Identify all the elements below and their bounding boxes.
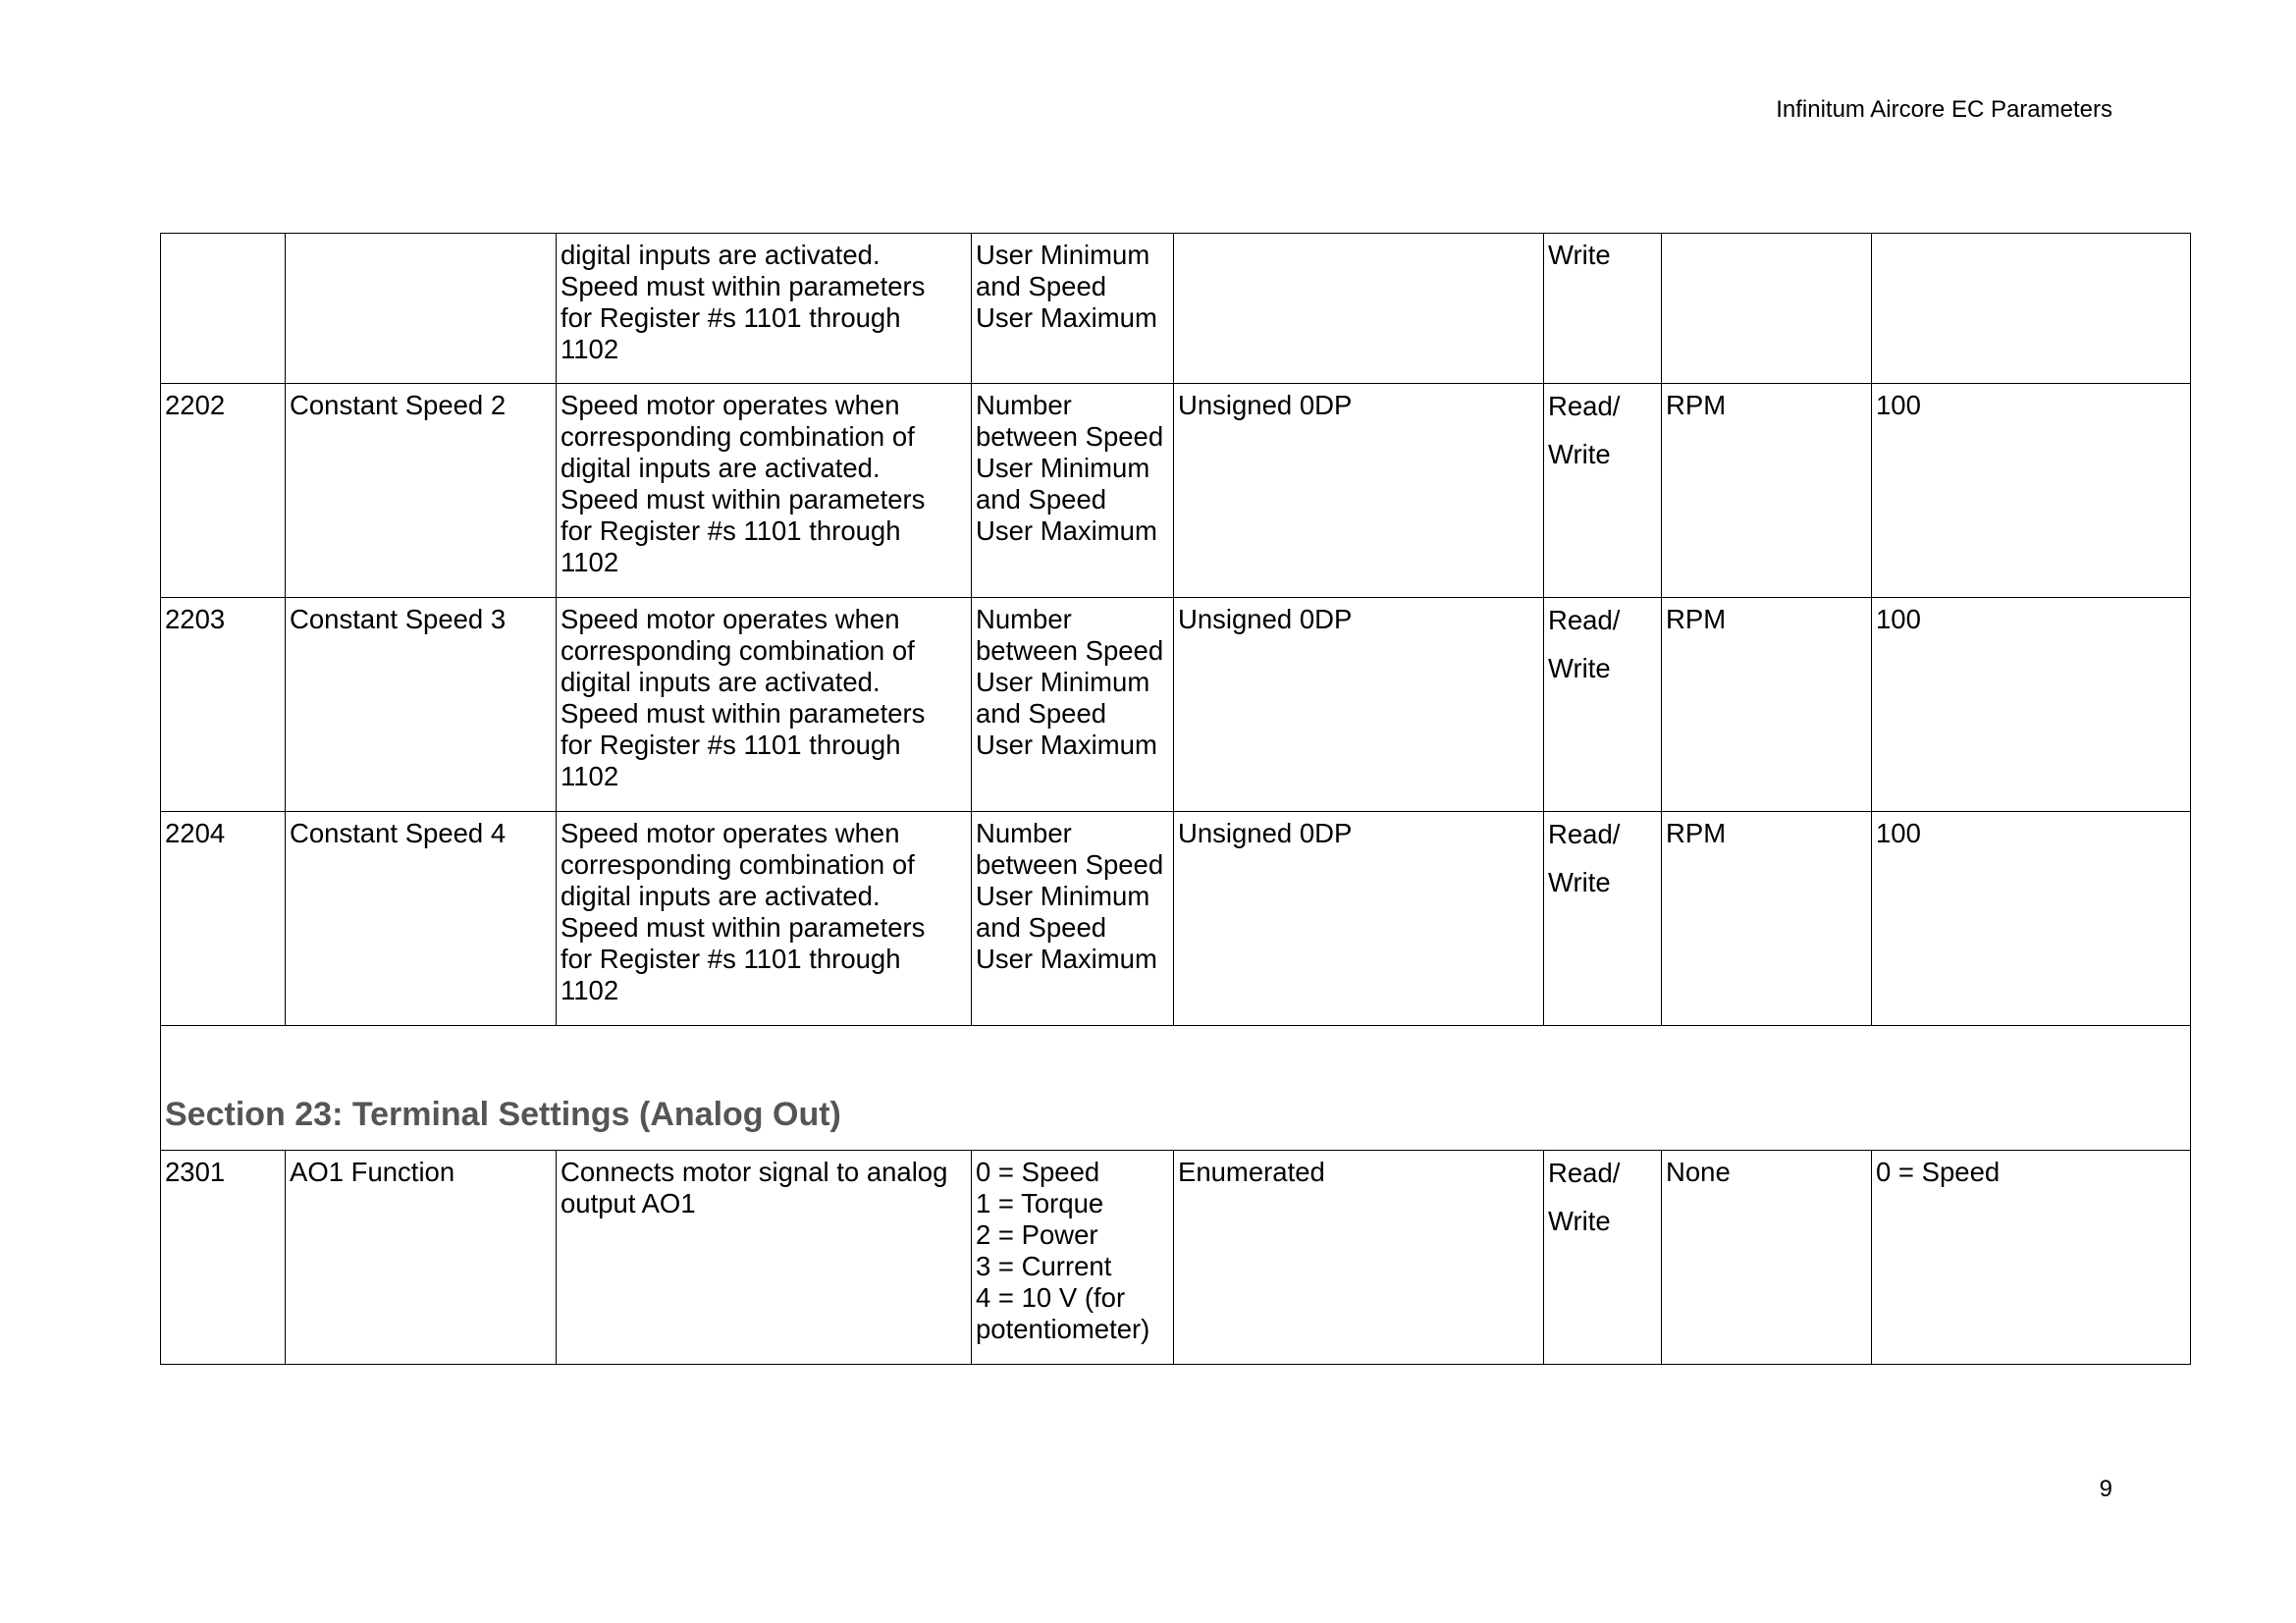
cell-default: 0 = Speed [1872, 1151, 2191, 1365]
cell-access-text: Write [1548, 240, 1611, 270]
section-heading-row [161, 1026, 2191, 1151]
cell-units [1662, 234, 1872, 384]
cell-data-type [1174, 234, 1544, 384]
cell-range: 0 = Speed 1 = Torque 2 = Power 3 = Current 4 = 10 V (for potentiometer) [972, 1151, 1174, 1365]
cell-range: Number between Speed User Minimum and Speed User Maximum [972, 384, 1174, 598]
cell-name: Constant Speed 3 [286, 598, 557, 812]
cell-range: Number between Speed User Minimum and Speed User Maximum [972, 598, 1174, 812]
section-title: Section 23: Terminal Settings (Analog Out) [165, 1096, 841, 1133]
cell-access [1544, 812, 1662, 1026]
cell-name [286, 234, 557, 384]
cell-access-text: Read/ Write [1548, 1158, 1621, 1236]
cell-access [1544, 234, 1662, 384]
cell-default: 100 [1872, 812, 2191, 1026]
cell-description: Speed motor operates when corresponding combination of digital inputs are activated. Speed must within parameters for Register #s 1101 through 1102 [557, 598, 972, 812]
cell-description: Connects motor signal to analog output AO1 [557, 1151, 972, 1365]
cell-description: Speed motor operates when corresponding combination of digital inputs are activated. Speed must within parameters for Register #s 1101 through 1102 [557, 812, 972, 1026]
table-row [161, 384, 2191, 598]
cell-range: User Minimum and Speed User Maximum [972, 234, 1174, 384]
cell-access [1544, 384, 1662, 598]
cell-data-type: Unsigned 0DP [1174, 598, 1544, 812]
cell-register: 2204 [161, 812, 286, 1026]
table-row-continued [161, 234, 2191, 384]
table-row [161, 812, 2191, 1026]
cell-units: RPM [1662, 812, 1872, 1026]
cell-range: Number between Speed User Minimum and Speed User Maximum [972, 812, 1174, 1026]
cell-access [1544, 1151, 1662, 1365]
table-row [161, 598, 2191, 812]
cell-default [1872, 234, 2191, 384]
cell-access-text: Read/ Write [1548, 605, 1621, 683]
cell-register: 2202 [161, 384, 286, 598]
cell-data-type: Unsigned 0DP [1174, 384, 1544, 598]
cell-name: Constant Speed 2 [286, 384, 557, 598]
cell-data-type: Enumerated [1174, 1151, 1544, 1365]
cell-units: None [1662, 1151, 1872, 1365]
section-heading-cell [161, 1026, 2191, 1151]
cell-access [1544, 598, 1662, 812]
cell-default: 100 [1872, 384, 2191, 598]
cell-default: 100 [1872, 598, 2191, 812]
cell-description: digital inputs are activated. Speed must within parameters for Register #s 1101 through 1102 [557, 234, 972, 384]
page-number: 9 [2099, 1476, 2112, 1502]
cell-name: AO1 Function [286, 1151, 557, 1365]
cell-register: 2203 [161, 598, 286, 812]
cell-units: RPM [1662, 598, 1872, 812]
parameters-table [160, 233, 2191, 1365]
cell-units: RPM [1662, 384, 1872, 598]
cell-access-text: Read/ Write [1548, 391, 1621, 469]
cell-name: Constant Speed 4 [286, 812, 557, 1026]
cell-description: Speed motor operates when corresponding combination of digital inputs are activated. Speed must within parameters for Register #s 1101 through 1102 [557, 384, 972, 598]
cell-access-text: Read/ Write [1548, 819, 1621, 897]
table-row [161, 1151, 2191, 1365]
cell-data-type: Unsigned 0DP [1174, 812, 1544, 1026]
page-header-title: Infinitum Aircore EC Parameters [1776, 96, 2112, 123]
cell-register: 2301 [161, 1151, 286, 1365]
cell-register [161, 234, 286, 384]
